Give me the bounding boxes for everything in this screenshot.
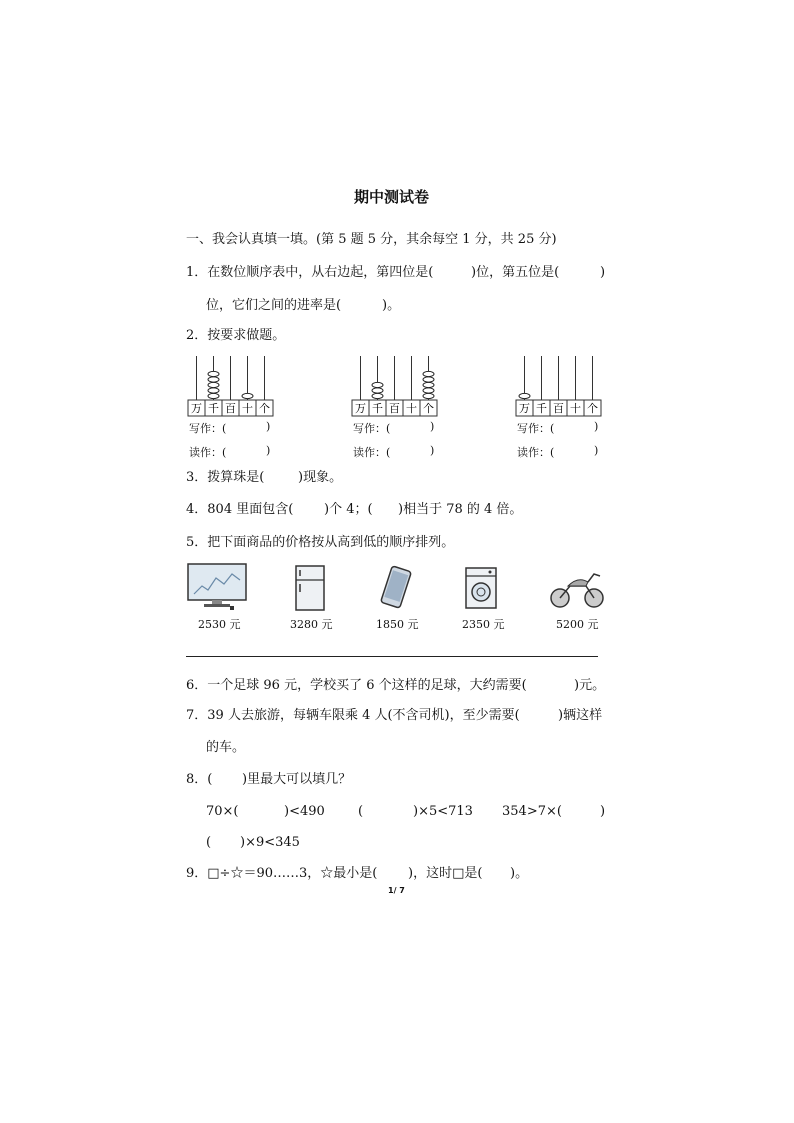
q1-line2-a: 位，它们之间的进率是(	[206, 298, 342, 313]
q9-a: 9．□÷☆＝90……3，☆最小是(	[186, 866, 378, 881]
write-close-1: )	[266, 420, 271, 433]
answer-line[interactable]	[186, 656, 598, 657]
abacus-3	[514, 356, 604, 416]
place-label: 千	[372, 402, 383, 415]
page-title: 期中测试卷	[354, 188, 430, 206]
place-label: 个	[423, 402, 434, 415]
price-motorcycle: 5200 元	[556, 618, 599, 631]
read-close-2: )	[430, 444, 435, 457]
product-tv	[186, 562, 252, 631]
place-label: 百	[389, 402, 400, 415]
read-close-1: )	[266, 444, 271, 457]
q8-text: 8．(	[186, 772, 213, 787]
q7-a: 7．39 人去旅游，每辆车限乘 4 人(不含司机)，至少需要(	[186, 708, 520, 723]
q4-c: )相当于 78 的 4 倍。	[398, 502, 523, 517]
q1-line1-a: 1．在数位顺序表中，从右边起，第四位是(	[186, 265, 434, 280]
q6-a: 6．一个足球 96 元，学校买了 6 个这样的足球，大约需要(	[186, 678, 527, 693]
read-label-3: 读作：(	[517, 446, 555, 459]
product-phone	[376, 562, 419, 631]
abacus-bead	[423, 388, 434, 393]
product-motorcycle	[548, 562, 608, 631]
read-label-1: 读作：(	[189, 446, 227, 459]
section-heading: 一、我会认真填一填。(第 5 题 5 分，其余每空 1 分，共 25 分)	[186, 232, 557, 247]
abacus-bead	[208, 382, 219, 387]
q8-expr1-b: )<490	[284, 804, 325, 819]
abacus-bead	[208, 371, 219, 376]
product-washing-machine	[460, 562, 505, 631]
read-close-3: )	[594, 444, 599, 457]
write-close-3: )	[594, 420, 599, 433]
place-label: 万	[355, 402, 366, 415]
q3-a: 3．拨算珠是(	[186, 470, 265, 485]
q5-text: 5．把下面商品的价格按从高到低的顺序排列。	[186, 535, 455, 550]
abacus-bead	[208, 393, 219, 398]
abacus-bead	[372, 388, 383, 393]
abacus-bead	[208, 377, 219, 382]
write-label-3: 写作：(	[517, 422, 555, 435]
place-label: 十	[406, 402, 417, 415]
place-label: 个	[587, 402, 598, 415]
abacus-bead	[423, 377, 434, 382]
abacus-bead	[372, 382, 383, 387]
place-label: 个	[259, 402, 270, 415]
place-label: 百	[553, 402, 564, 415]
q9-b: )，这时□是(	[408, 866, 483, 881]
q8-expr4-b: )×9<345	[240, 835, 300, 850]
q7-c: 的车。	[206, 740, 246, 755]
abacus-bead	[423, 393, 434, 398]
write-close-2: )	[430, 420, 435, 433]
abacus-bead	[519, 393, 530, 398]
write-label-2: 写作：(	[353, 422, 391, 435]
washing-machine-icon	[460, 562, 502, 612]
price-phone: 1850 元	[376, 618, 419, 631]
q8-expr2-b: )×5<713	[413, 804, 473, 819]
q7-b: )辆这样	[558, 708, 603, 723]
q8-text-b: )里最大可以填几？	[242, 772, 352, 787]
refrigerator-icon	[290, 562, 330, 612]
abacus-bead	[242, 393, 253, 398]
q1-line1-c: )	[600, 265, 606, 280]
q8-expr4-a: (	[206, 835, 212, 850]
read-label-2: 读作：(	[353, 446, 391, 459]
page-number: 1/ 7	[388, 886, 405, 895]
abacus-1	[186, 356, 276, 416]
q9-c: )。	[510, 866, 529, 881]
tv-icon	[186, 562, 252, 612]
place-label: 千	[536, 402, 547, 415]
q8-expr3-a: 354>7×(	[502, 804, 562, 819]
product-refrigerator	[290, 562, 333, 631]
price-tv: 2530 元	[198, 618, 241, 631]
place-label: 百	[225, 402, 236, 415]
price-refrigerator: 3280 元	[290, 618, 333, 631]
write-label-1: 写作：(	[189, 422, 227, 435]
q6-b: )元。	[574, 678, 606, 693]
motorcycle-icon	[548, 562, 608, 612]
abacus-2	[350, 356, 440, 416]
place-label: 十	[242, 402, 253, 415]
q4-b: )个 4；(	[324, 502, 373, 517]
q1-line2-b: )。	[382, 298, 401, 313]
abacus-bead	[423, 371, 434, 376]
abacus-bead	[423, 382, 434, 387]
place-label: 万	[191, 402, 202, 415]
phone-icon	[376, 562, 416, 612]
place-label: 千	[208, 402, 219, 415]
q8-expr2-a: (	[358, 804, 364, 819]
abacus-bead	[372, 393, 383, 398]
q2-text: 2．按要求做题。	[186, 328, 286, 343]
price-washing-machine: 2350 元	[462, 618, 505, 631]
q1-line1-b: )位，第五位是(	[471, 265, 560, 280]
q8-expr3-b: )	[600, 804, 606, 819]
q8-expr1-a: 70×(	[206, 804, 239, 819]
q3-b: )现象。	[298, 470, 343, 485]
place-label: 十	[570, 402, 581, 415]
place-label: 万	[519, 402, 530, 415]
abacus-bead	[208, 388, 219, 393]
q4-a: 4．804 里面包含(	[186, 502, 294, 517]
